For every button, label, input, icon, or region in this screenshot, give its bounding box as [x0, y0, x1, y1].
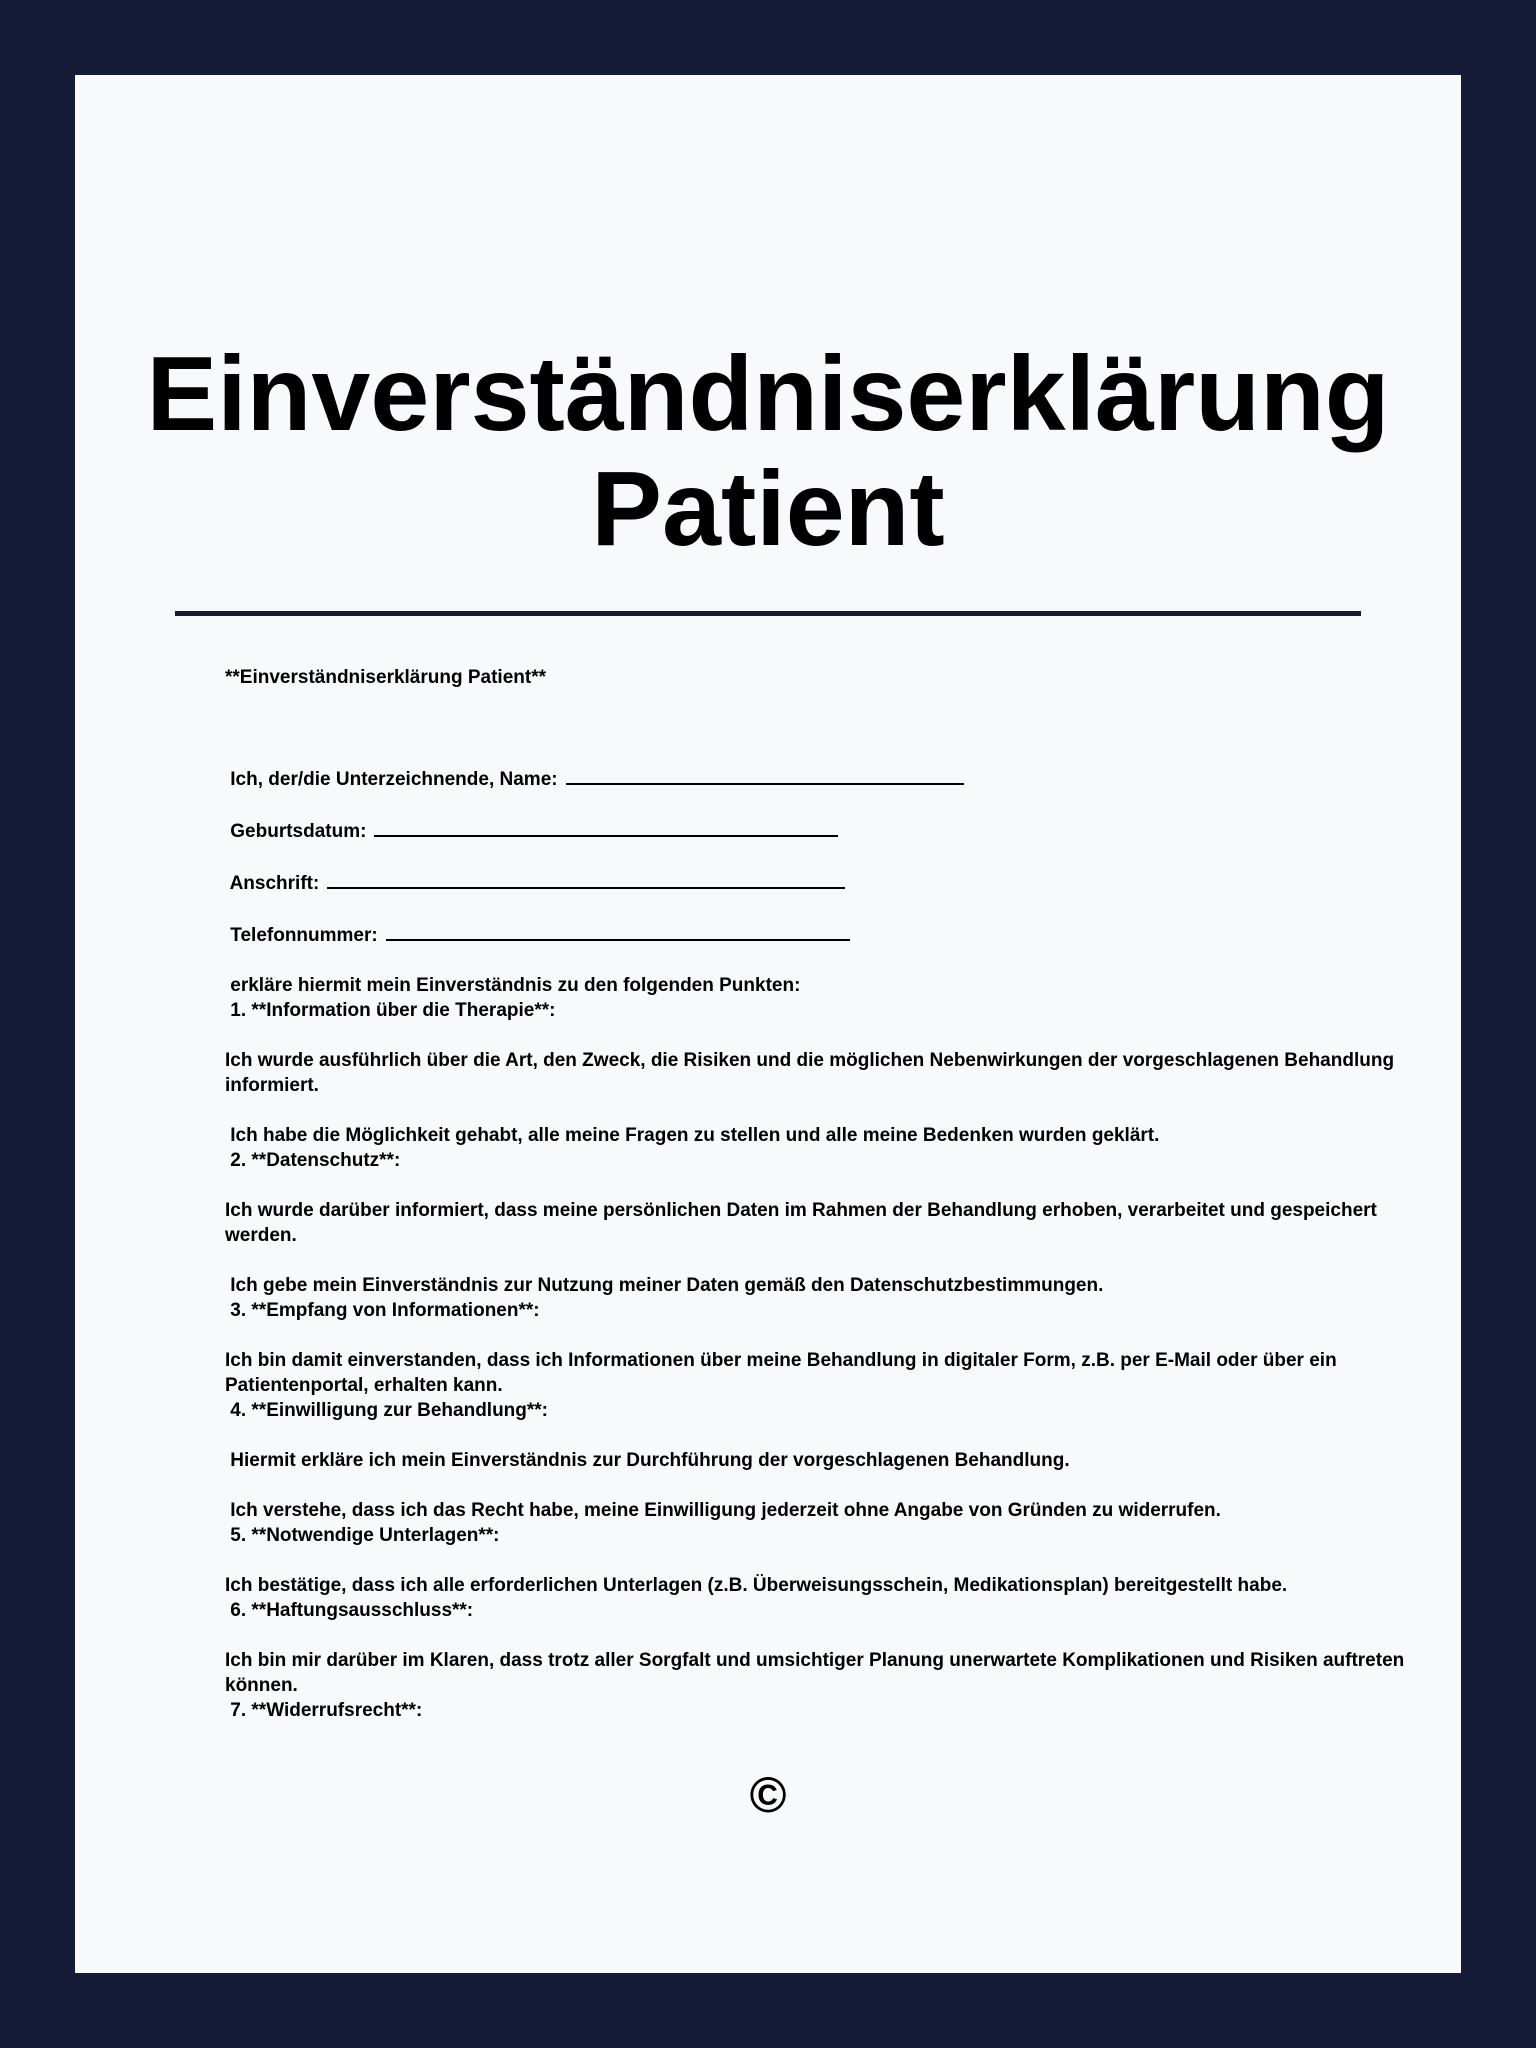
section-3-title: 3. **Empfang von Informationen**: — [225, 1300, 540, 1321]
phone-field[interactable] — [225, 921, 1425, 948]
phone-blank-line[interactable] — [386, 921, 850, 941]
intro-text: erkläre hiermit mein Einverständnis zu den folgenden Punkten: — [225, 975, 801, 996]
section-1-paragraph-1: Ich wurde ausführlich über die Art, den Zweck, die Risiken und die möglichen Nebenwirkungen der vorgeschlagenen Behandlung informiert. — [225, 1050, 1400, 1096]
address-blank-line[interactable] — [327, 869, 845, 889]
section-2-paragraph-2: Ich gebe mein Einverständnis zur Nutzung meiner Daten gemäß den Datenschutzbestimmungen. — [225, 1275, 1104, 1296]
section-5-title: 5. **Notwendige Unterlagen**: — [225, 1525, 500, 1546]
document-page — [75, 75, 1461, 1973]
title-line-2: Patient — [591, 450, 945, 568]
section-6-paragraph-1: Ich bin mir darüber im Klaren, dass trotz aller Sorgfalt und umsichtiger Planung unerwartete Komplikationen und Risiken auftreten können. — [225, 1650, 1410, 1696]
section-2-title: 2. **Datenschutz**: — [225, 1150, 401, 1171]
address-field[interactable] — [225, 869, 1425, 896]
section-1-title: 1. **Information über die Therapie**: — [225, 1000, 556, 1021]
section-7-title: 7. **Widerrufsrecht**: — [225, 1700, 423, 1721]
name-label: Ich, der/die Unterzeichnende, Name: — [225, 769, 558, 790]
section-6-title: 6. **Haftungsausschluss**: — [225, 1600, 474, 1621]
address-label: Anschrift: — [225, 873, 320, 894]
birthdate-label: Geburtsdatum: — [225, 821, 367, 842]
section-4-paragraph-2: Ich verstehe, dass ich das Recht habe, meine Einwilligung jederzeit ohne Angabe von Gründen zu widerrufen. — [225, 1500, 1221, 1521]
section-4-paragraph-1: Hiermit erkläre ich mein Einverständnis zur Durchführung der vorgeschlagenen Behandlung. — [225, 1450, 1070, 1471]
title-line-1: Einverständniserklärung — [146, 335, 1390, 453]
section-5-paragraph-1: Ich bestätige, dass ich alle erforderlichen Unterlagen (z.B. Überweisungsschein, Medikationsplan) bereitgestellt habe. — [225, 1575, 1288, 1596]
document-body — [225, 665, 1425, 1723]
title-divider — [175, 611, 1361, 616]
section-1-paragraph-2: Ich habe die Möglichkeit gehabt, alle meine Fragen zu stellen und alle meine Bedenken wurden geklärt. — [225, 1125, 1160, 1146]
document-title — [75, 337, 1461, 567]
name-field[interactable] — [225, 765, 1425, 792]
section-2-paragraph-1: Ich wurde darüber informiert, dass meine persönlichen Daten im Rahmen der Behandlung erhoben, verarbeitet und gespeichert werden. — [225, 1200, 1383, 1246]
birthdate-blank-line[interactable] — [374, 817, 838, 837]
birthdate-field[interactable] — [225, 817, 1425, 844]
section-4-title: 4. **Einwilligung zur Behandlung**: — [225, 1400, 549, 1421]
name-blank-line[interactable] — [566, 765, 964, 785]
copyright-icon: © — [749, 1767, 787, 1823]
section-3-paragraph-1: Ich bin damit einverstanden, dass ich Informationen über meine Behandlung in digitaler Form, z.B. per E-Mail oder über ein Patientenportal, erhalten kann. — [225, 1350, 1342, 1396]
document-heading: **Einverständniserklärung Patient** — [225, 667, 546, 688]
phone-label: Telefonnummer: — [225, 925, 378, 946]
